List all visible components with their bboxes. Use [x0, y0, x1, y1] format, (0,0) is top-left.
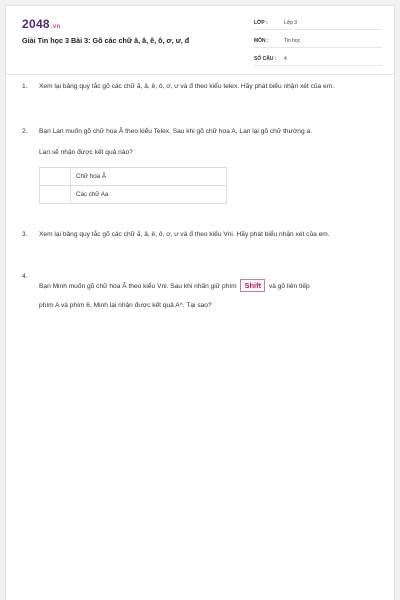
question-3: [22, 229, 382, 240]
question-2: [22, 126, 382, 204]
question-subtext: Lan sẽ nhận được kết quả nào?: [39, 149, 133, 156]
question-text: Xem lại bảng quy tắc gõ các chữ ă, â, ê, ô, ơ, ư và đ theo kiểu telex. Hãy phát biểu nhận xét của em.: [39, 83, 335, 90]
option-marker-cell[interactable]: [40, 168, 71, 186]
table-row[interactable]: [40, 168, 227, 186]
question-text-before: Bạn Minh muốn gõ chữ hoa Â theo kiểu Vni. Sau khi nhấn giữ phím: [39, 283, 237, 290]
option-label: Các chữ Aa: [71, 186, 227, 204]
meta-row-subject: [254, 35, 382, 48]
meta-value: 4: [284, 56, 287, 62]
question-number: 2.: [22, 128, 28, 135]
question-text: [39, 279, 382, 292]
meta-value: Tin học: [284, 38, 301, 44]
meta-label: SỐ CÂU :: [254, 56, 277, 62]
page-title: Giải Tin học 3 Bài 3: Gõ các chữ ă, â, ê, ô, ơ, ư, đ: [22, 36, 190, 45]
meta-row-class: [254, 17, 382, 30]
meta-label: MÔN :: [254, 38, 269, 44]
document-sheet: [5, 5, 395, 600]
logo-suffix: .vn: [50, 24, 61, 30]
meta-row-count: [254, 53, 382, 66]
question-subtext: phím A và phím 6, Minh lại nhận được kết quả A^. Tại sao?: [39, 302, 212, 309]
question-1: [22, 81, 382, 92]
meta-value: Lớp 3: [284, 20, 298, 26]
question-number: 1.: [22, 83, 28, 90]
question-number: 4.: [22, 273, 28, 280]
site-logo[interactable]: [22, 17, 60, 31]
meta-info: [254, 17, 382, 71]
option-label: Chữ hoa Â: [71, 168, 227, 186]
logo-text: 2048: [22, 17, 50, 31]
table-row[interactable]: [40, 186, 227, 204]
question-4: [22, 271, 382, 311]
question-text-after: và gõ liên tiếp: [268, 283, 310, 290]
question-text: Xem lại bảng quy tắc gõ các chữ ă, â, ê, ô, ơ, ư và đ theo kiểu Vni. Hãy phát biểu nhận xét của em.: [39, 231, 330, 238]
question-text: Bạn Lan muốn gõ chữ hoa Â theo kiểu Telex. Sau khi gõ chữ hoa A, Lan lại gõ chữ thường a.: [39, 128, 312, 135]
shift-key-icon: Shift: [240, 279, 265, 292]
answer-options-table: [39, 167, 227, 204]
meta-label: LỚP :: [254, 20, 268, 26]
option-marker-cell[interactable]: [40, 186, 71, 204]
question-number: 3.: [22, 231, 28, 238]
document-header: [6, 6, 394, 75]
